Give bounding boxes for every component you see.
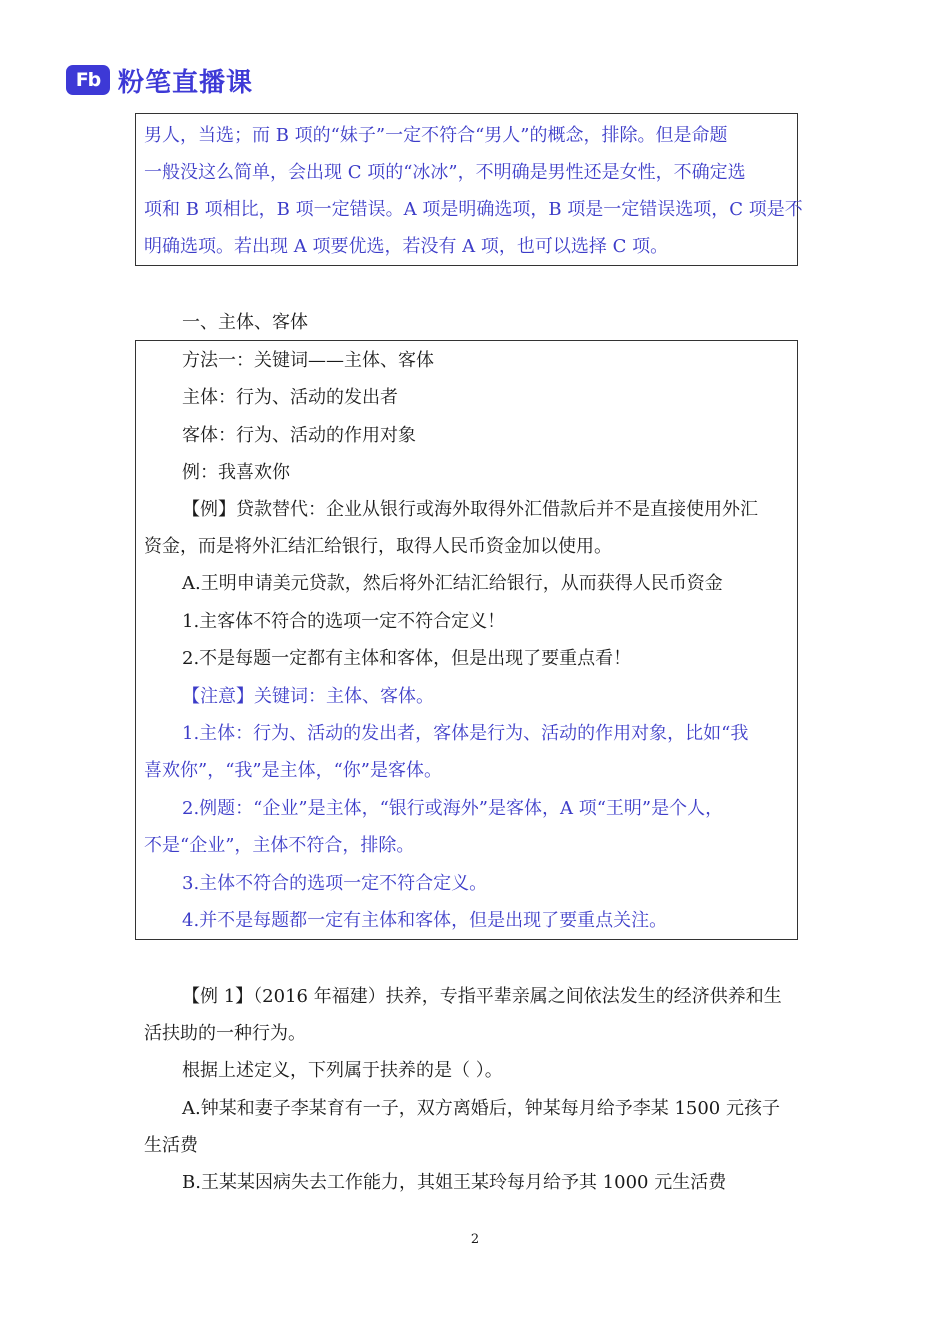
example-line-1: 【例】贷款替代：企业从银行或海外取得外汇借款后并不是直接使用外汇 [182, 499, 758, 520]
note-line-3: 3.主体不符合的选项一定不符合定义。 [182, 873, 488, 894]
object-definition: 客体：行为、活动的作用对象 [182, 425, 416, 446]
rule-line-2: 2.不是每题一定都有主体和客体，但是出现了要重点看！ [182, 648, 632, 669]
option-b: B.王某某因病失去工作能力，其姐王某玲每月给予其 1000 元生活费 [182, 1172, 727, 1193]
option-a-line: A.王明申请美元贷款，然后将外汇结汇给银行，从而获得人民币资金 [182, 573, 723, 594]
section-heading: 一、主体、客体 [182, 312, 308, 333]
rule-line-1: 1.主客体不符合的选项一定不符合定义！ [182, 611, 506, 632]
brand-name: 粉笔直播课 [118, 67, 254, 98]
question-line-1: 【例 1】（2016 年福建）扶养，专指平辈亲属之间依法发生的经济供养和生 [182, 986, 782, 1007]
option-a-2: 生活费 [144, 1135, 198, 1156]
note-line-1a: 1.主体：行为、活动的发出者，客体是行为、活动的作用对象，比如“我 [182, 723, 749, 744]
question-prompt: 根据上述定义，下列属于扶养的是（ ）。 [182, 1060, 503, 1081]
subject-definition: 主体：行为、活动的发出者 [182, 387, 398, 408]
fb-logo-icon: Fb [66, 65, 110, 95]
intro-line-4: 明确选项。若出现 A 项要优选，若没有 A 项，也可以选择 C 项。 [144, 236, 669, 257]
note-line-1b: 喜欢你”，“我”是主体，“你”是客体。 [144, 760, 443, 781]
intro-line-2: 一般没这么简单，会出现 C 项的“冰冰”，不明确是男性还是女性，不确定选 [144, 162, 746, 183]
simple-example: 例：我喜欢你 [182, 462, 290, 483]
note-line-2a: 2.例题：“企业”是主体，“银行或海外”是客体，A 项“王明”是个人， [182, 798, 724, 819]
intro-line-1: 男人，当选；而 B 项的“妹子”一定不符合“男人”的概念，排除。但是命题 [144, 125, 728, 146]
note-line-2b: 不是“企业”，主体不符合，排除。 [144, 835, 415, 856]
option-a-1: A.钟某和妻子李某育有一子，双方离婚后，钟某每月给予李某 1500 元孩子 [182, 1098, 780, 1119]
question-line-2: 活扶助的一种行为。 [144, 1023, 306, 1044]
page-number: 2 [470, 1232, 480, 1247]
intro-line-3: 项和 B 项相比，B 项一定错误。A 项是明确选项，B 项是一定错误选项，C 项是不 [144, 199, 803, 220]
method-line: 方法一：关键词——主体、客体 [182, 350, 434, 371]
brand-logo [66, 60, 253, 100]
note-line-4: 4.并不是每题都一定有主体和客体，但是出现了要重点关注。 [182, 910, 668, 931]
note-heading: 【注意】关键词：主体、客体。 [182, 686, 434, 707]
example-line-2: 资金，而是将外汇结汇给银行，取得人民币资金加以使用。 [144, 536, 612, 557]
